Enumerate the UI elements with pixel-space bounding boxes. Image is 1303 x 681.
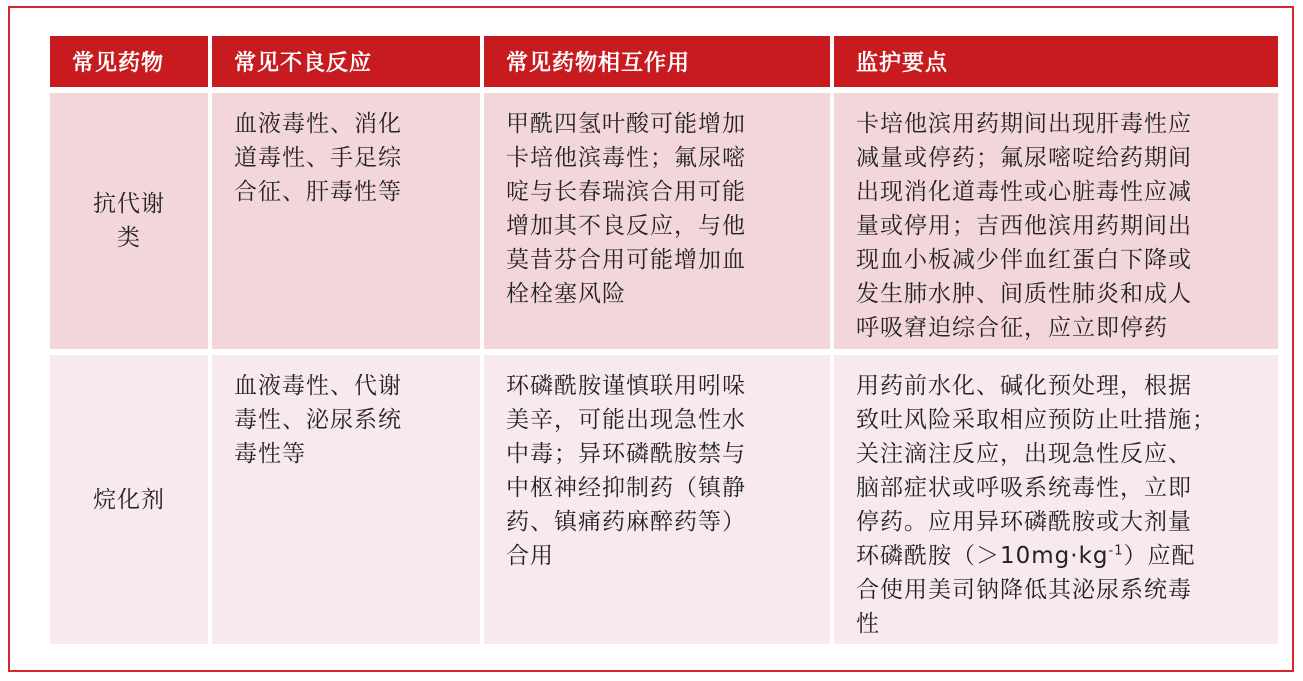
row-2-monitoring-text-before: 用药前水化、碱化预处理，根据 致吐风险采取相应预防止吐措施； 关注滴注反应，出现急性反应、 脑部症状或呼吸系统毒性，立即 停药。应用异环磷酰胺或大剂量 环磷酰胺（＞10mg·kg xyxy=(856,373,1216,569)
table-frame xyxy=(8,6,1294,672)
row-2-interaction: 环磷酰胺谨慎联用吲哚 美辛，可能出现急性水 中毒；异环磷酰胺禁与 中枢神经抑制药（镇静 药、镇痛药麻醉药等） 合用 xyxy=(484,355,830,644)
row-2-monitoring-text-after: ）应配 合使用美司钠降低其泌尿系统毒 性 xyxy=(856,543,1196,637)
header-monitoring-points: 监护要点 xyxy=(834,36,1278,87)
row-1-adverse: 血液毒性、消化 道毒性、手足综 合征、肝毒性等 xyxy=(212,93,480,349)
header-drug-interactions: 常见药物相互作用 xyxy=(484,36,830,87)
header-drug: 常见药物 xyxy=(50,36,208,87)
row-1-drug: 抗代谢 类 xyxy=(93,191,165,251)
drug-table xyxy=(50,36,1278,644)
header-adverse-reactions: 常见不良反应 xyxy=(212,36,480,87)
row-1-drug-cell xyxy=(50,93,208,349)
row-2-drug-cell xyxy=(50,355,208,644)
row-2-monitoring xyxy=(834,355,1278,644)
row-2-monitoring-superscript: -1 xyxy=(1108,543,1124,559)
row-1-monitoring: 卡培他滨用药期间出现肝毒性应 减量或停药；氟尿嘧啶给药期间 出现消化道毒性或心脏毒性应减 量或停用；吉西他滨用药期间出 现血小板减少伴血红蛋白下降或 发生肺水肿、间质性肺炎和成人 呼吸窘迫综合征，应立即停药 xyxy=(834,93,1278,349)
row-1-interaction: 甲酰四氢叶酸可能增加 卡培他滨毒性；氟尿嘧 啶与长春瑞滨合用可能 增加其不良反应，与他 莫昔芬合用可能增加血 栓栓塞风险 xyxy=(484,93,830,349)
row-2-drug: 烷化剂 xyxy=(93,486,165,513)
row-2-adverse: 血液毒性、代谢 毒性、泌尿系统 毒性等 xyxy=(212,355,480,644)
